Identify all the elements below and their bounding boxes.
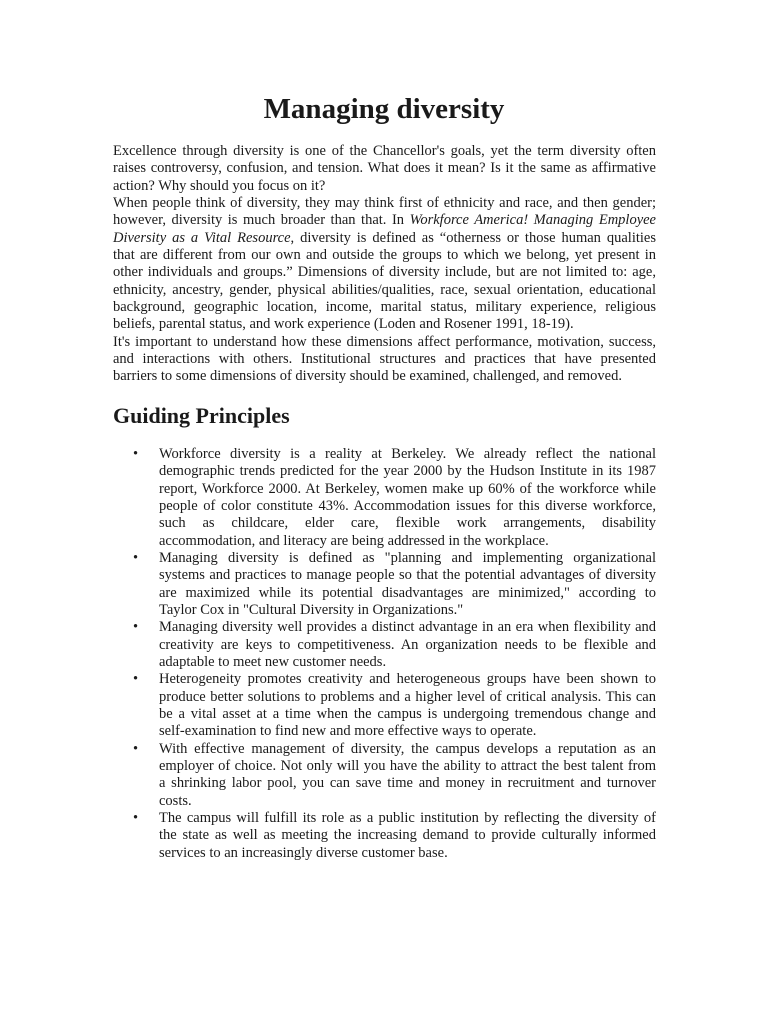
- text-line: systems and practices to manage people so that the potential advantages of diversity: [159, 567, 656, 584]
- text-line: other individuals and groups.” Dimensions of diversity include, but are not limited to: age,: [113, 264, 656, 281]
- bullet-icon: •: [133, 549, 139, 566]
- text-line: When people think of diversity, they may think first of ethnicity and race, and then gender;: [113, 194, 656, 211]
- intro-paragraph: [113, 195, 656, 334]
- bullet-icon: •: [133, 446, 139, 462]
- text-line: Heterogeneity promotes creativity and heterogeneous groups have been shown to: [159, 671, 656, 688]
- text-line: ethnicity, ancestry, gender, physical abilities/qualities, race, sexual orientation, educational: [113, 281, 656, 298]
- text-segment: , diversity is defined as “otherness or those human qualities: [290, 229, 656, 246]
- text-line: people of color constitute 43%. Accommodation issues for this diverse workforce,: [159, 497, 656, 514]
- text-line: employer of choice. Not only will you have the ability to attract the best talent from: [159, 757, 656, 774]
- intro-paragraph: [113, 334, 656, 386]
- text-line: Managing diversity well provides a distinct advantage in an era when flexibility and: [159, 619, 656, 636]
- text-segment: however, diversity is much broader than that. In: [113, 212, 410, 229]
- text-line: adaptable to meet new customer needs.: [159, 653, 387, 670]
- text-line: the state as well as meeting the increasing demand to provide culturally informed: [159, 827, 656, 844]
- text-line: action? Why should you focus on it?: [113, 177, 326, 194]
- text-line: beliefs, parental status, and work experience (Loden and Rosener 1991, 18-19).: [113, 316, 574, 333]
- text-line: Workforce diversity is a reality at Berkeley. We already reflect the national: [159, 446, 656, 462]
- text-line: that are different from our own and outside the groups to which we belong, yet present in: [113, 246, 656, 263]
- bullet-icon: •: [133, 671, 139, 688]
- text-line: demographic trends predicted for the year 2000 by the Hudson Institute in its 1987: [159, 463, 656, 480]
- text-line: Taylor Cox in "Cultural Diversity in Organizations.": [159, 601, 464, 618]
- bullet-icon: •: [133, 809, 139, 826]
- text-line: and interactions with others. Institutional structures and practices that have presented: [113, 350, 656, 367]
- text-line: report, Workforce 2000. At Berkeley, women make up 60% of the workforce while: [159, 480, 656, 497]
- list-item: [133, 740, 656, 810]
- document-title: Managing diversity: [263, 93, 505, 125]
- text-line: Excellence through diversity is one of the Chancellor's goals, yet the term diversity often: [113, 143, 656, 159]
- section-heading: Guiding Principles: [113, 403, 290, 428]
- intro-paragraph: [113, 143, 656, 195]
- list-item: [133, 549, 656, 619]
- book-title: Workforce America! Managing Employee: [409, 212, 656, 229]
- text-line: produce better solutions to problems and a higher level of critical analysis. This can: [159, 688, 656, 705]
- text-line: Managing diversity is defined as "planning and implementing organizational: [159, 549, 656, 566]
- list-item: [133, 619, 656, 671]
- bullet-icon: •: [133, 740, 139, 757]
- list-item: [133, 671, 656, 740]
- guiding-principles-list: [133, 446, 656, 862]
- list-item: [133, 809, 656, 862]
- text-line: such as childcare, elder care, flexible work arrangements, disability: [159, 515, 656, 532]
- book-title: Diversity as a Vital Resource: [113, 229, 291, 246]
- text-line: be a vital asset at a time when the campus is undergoing tremendous change and: [159, 705, 656, 722]
- text-line: With effective management of diversity, the campus develops a reputation as an: [159, 740, 656, 757]
- text-line: [113, 212, 656, 229]
- text-line: raises controversy, confusion, and tension. What does it mean? Is it the same as affirmative: [113, 160, 656, 177]
- intro-section: [113, 143, 656, 386]
- text-line: [113, 230, 656, 247]
- bullet-icon: •: [133, 619, 139, 636]
- list-item: [133, 446, 656, 550]
- text-line: It's important to understand how these dimensions affect performance, motivation, success,: [113, 333, 656, 350]
- text-line: creativity are keys to competitiveness. An organization needs to be flexible and: [159, 636, 656, 653]
- text-line: are maximized while its potential disadvantages are minimized," according to: [159, 584, 656, 601]
- text-line: barriers to some dimensions of diversity should be examined, challenged, and removed.: [113, 368, 622, 385]
- text-line: background, geographic location, income, marital status, military experience, religious: [113, 298, 656, 315]
- text-line: accommodation, and literacy are being addressed in the workplace.: [159, 532, 549, 549]
- text-line: costs.: [159, 792, 192, 809]
- text-line: The campus will fulfill its role as a public institution by reflecting the diversity of: [159, 809, 656, 826]
- text-line: a shrinking labor pool, you can save time and money in recruitment and turnover: [159, 775, 656, 792]
- text-line: services to an increasingly diverse customer base.: [159, 844, 448, 861]
- text-line: self-examination to find new and more effective ways to operate.: [159, 723, 537, 740]
